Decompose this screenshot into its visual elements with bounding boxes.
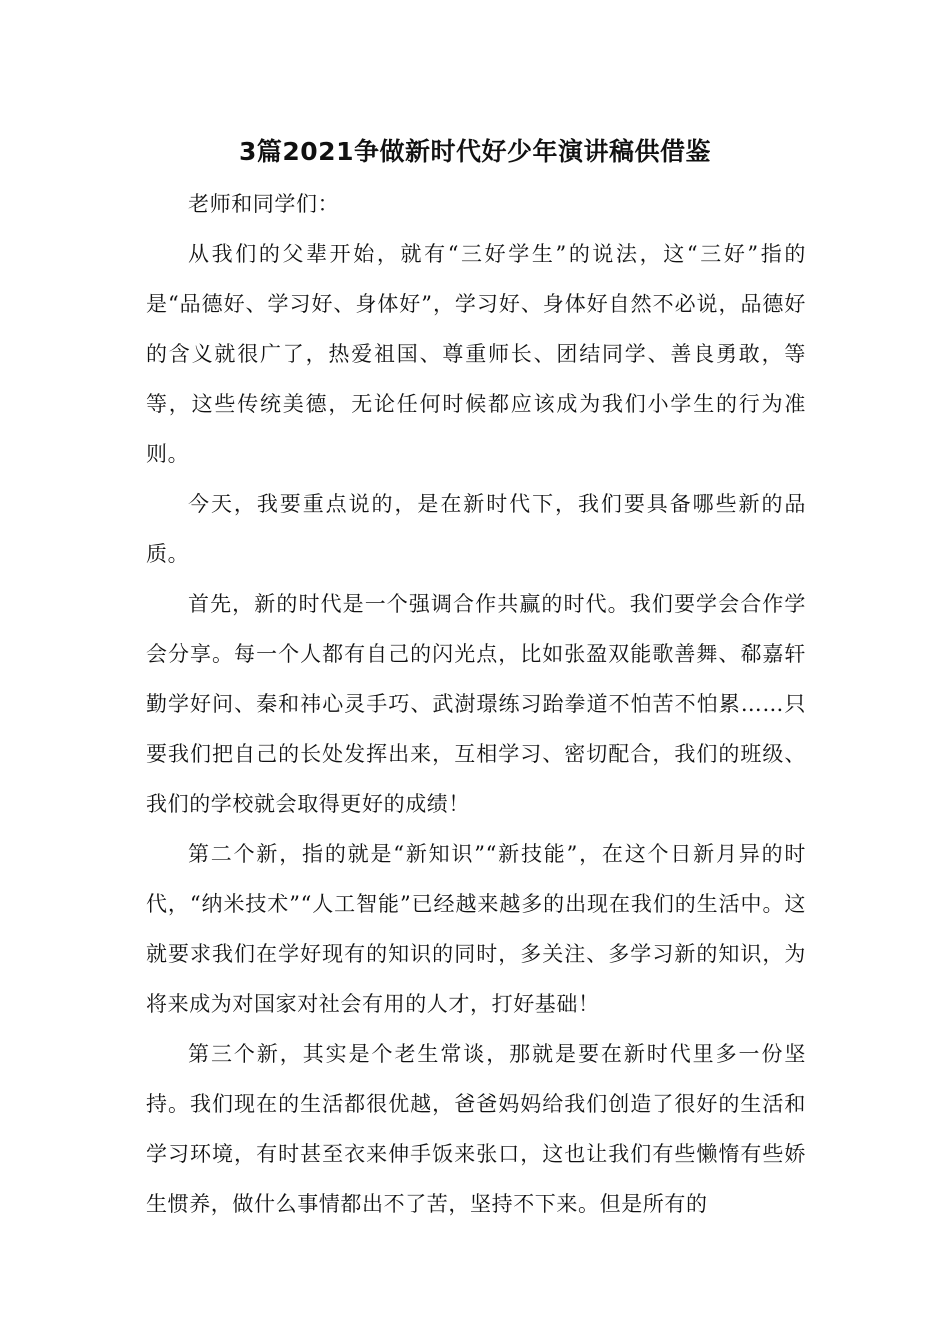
paragraph: 第三个新，其实是个老生常谈，那就是要在新时代里多一份坚持。我们现在的生活都很优越，爸爸妈妈给我们创造了很好的生活和学习环境，有时甚至衣来伸手饭来张口，这也让我们有些懒惰有些娇生惯养，做什么事情都出不了苦，坚持不下来。但是所有的 [146,1042,806,1216]
paragraph: 今天，我要重点说的，是在新时代下，我们要具备哪些新的品质。 [146,492,806,566]
document-title: 3篇2021争做新时代好少年演讲稿供借鉴 [239,137,711,166]
document-body [146,179,806,1229]
salutation: 老师和同学们： [188,192,340,216]
paragraph: 从我们的父辈开始，就有“三好学生”的说法，这“三好”指的是“品德好、学习好、身体好”，学习好、身体好自然不必说，品德好的含义就很广了，热爱祖国、尊重师长、团结同学、善良勇敢，等等，这些传统美德，无论任何时候都应该成为我们小学生的行为准则。 [146,242,806,466]
paragraph: 第二个新，指的就是“新知识”“新技能”，在这个日新月异的时代，“纳米技术”“人工智能”已经越来越多的出现在我们的生活中。这就要求我们在学好现有的知识的同时，多关注、多学习新的知识，为将来成为对国家对社会有用的人才，打好基础！ [146,842,806,1016]
paragraph: 首先，新的时代是一个强调合作共赢的时代。我们要学会合作学会分享。每一个人都有自己的闪光点，比如张盈双能歌善舞、郗嘉轩勤学好问、秦和祎心灵手巧、武澍璟练习跆拳道不怕苦不怕累……只要我们把自己的长处发挥出来，互相学习、密切配合，我们的班级、我们的学校就会取得更好的成绩！ [146,592,806,816]
